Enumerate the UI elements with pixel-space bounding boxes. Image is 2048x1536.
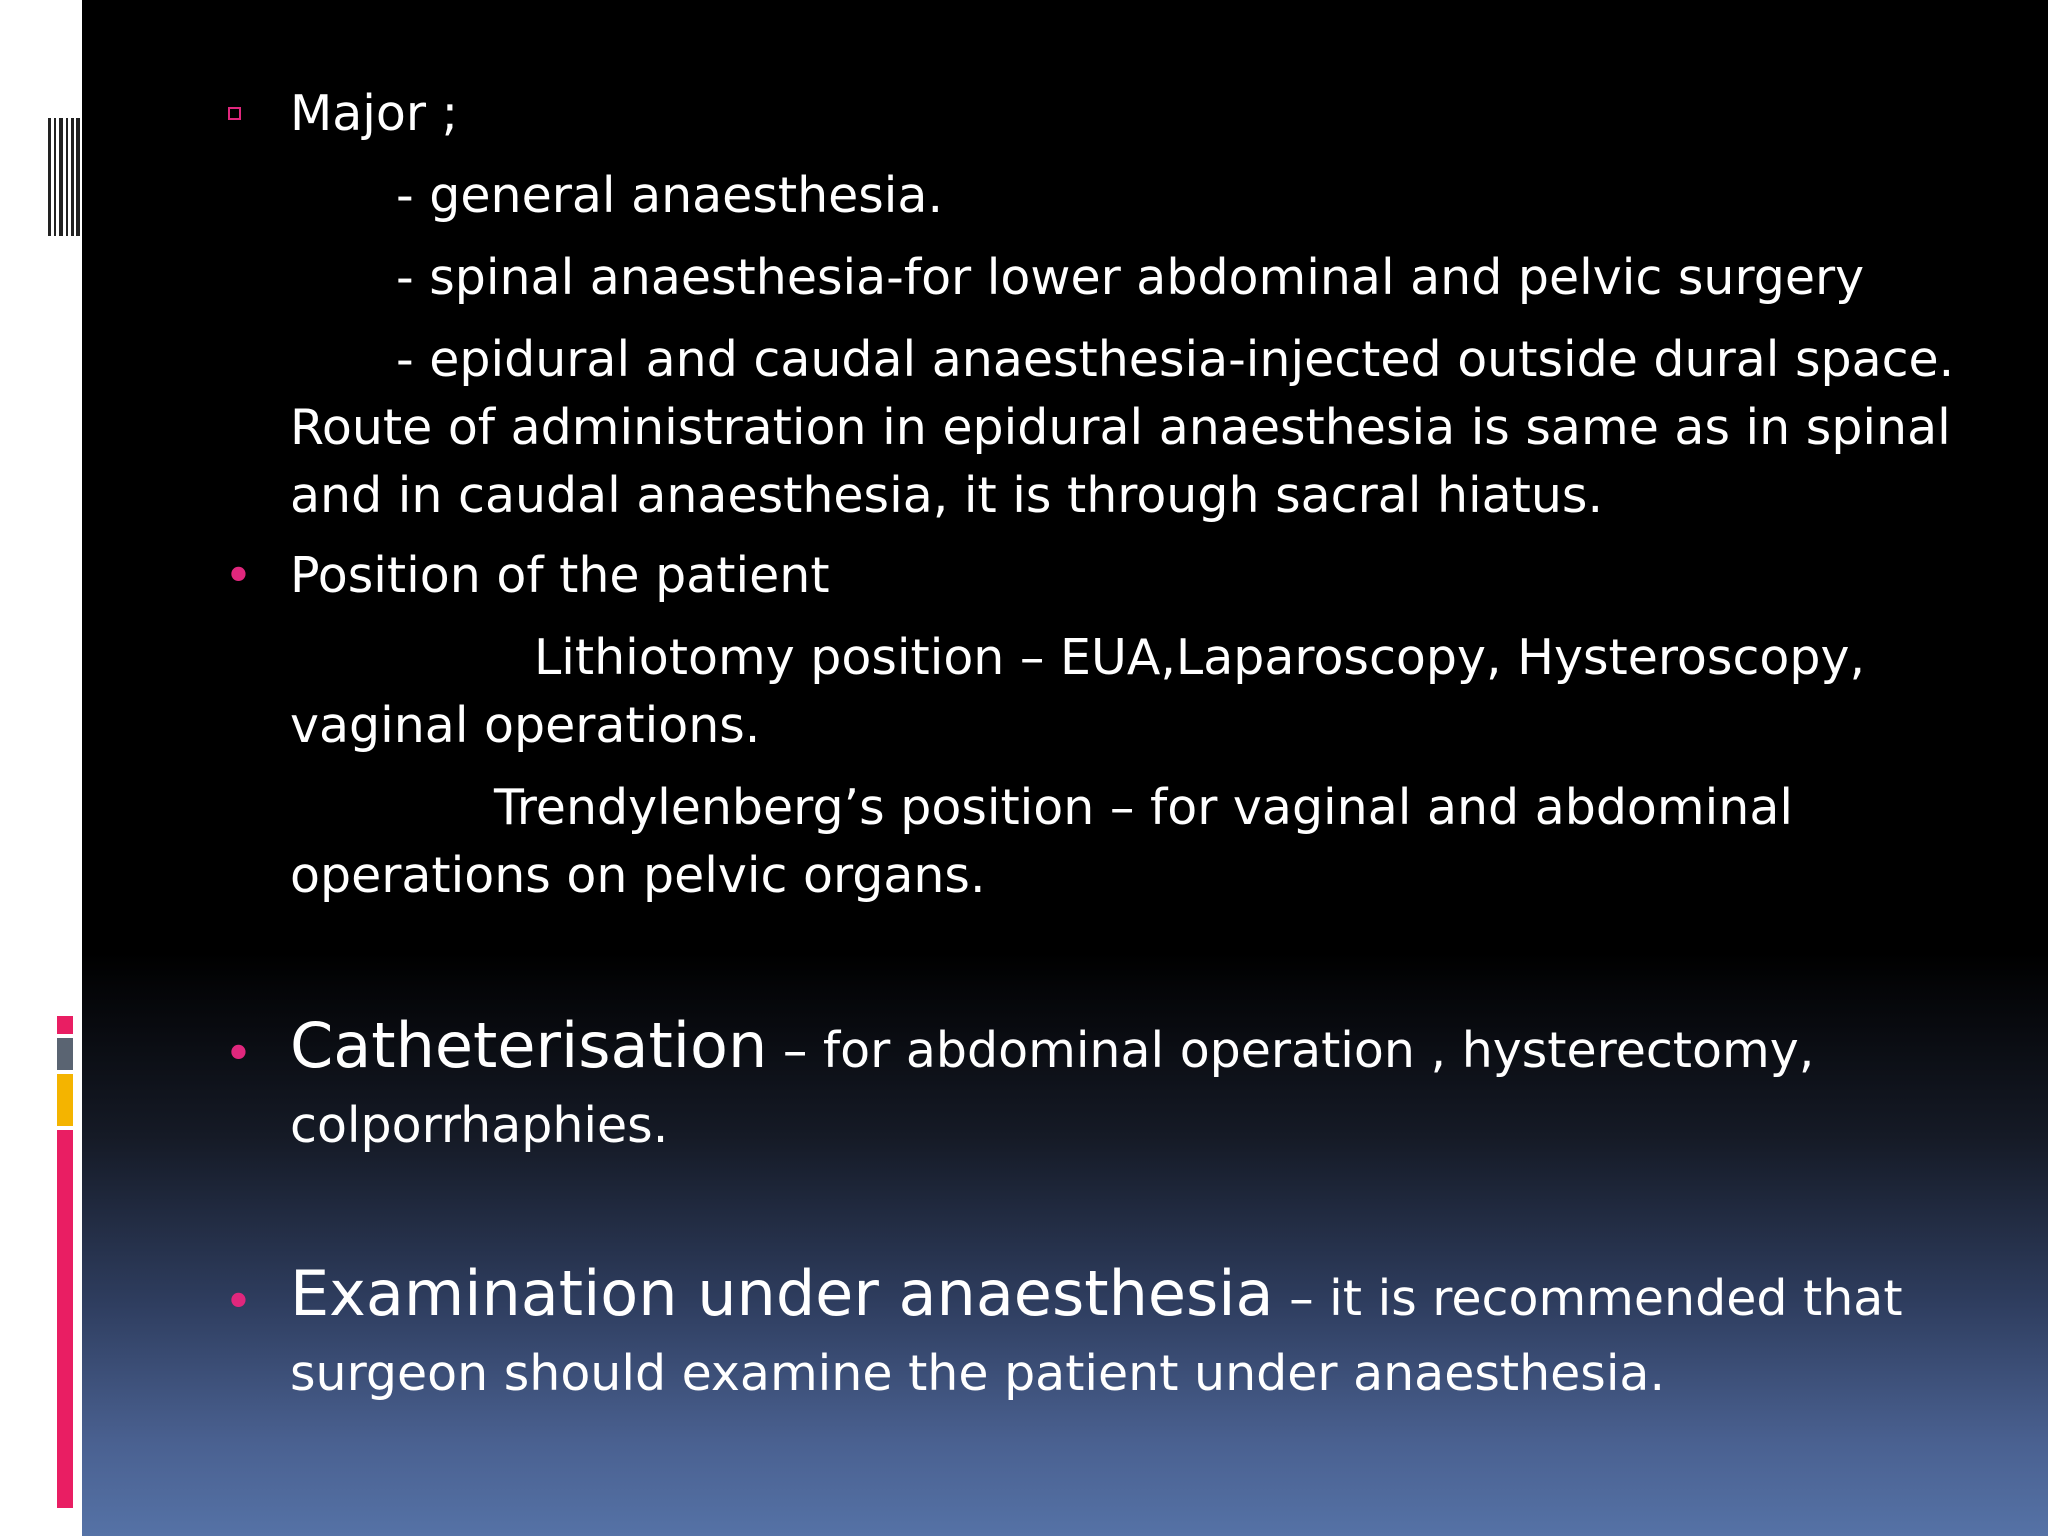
position-trend-line2: operations on pelvic organs. [290, 847, 986, 904]
accent-bar-gray [57, 1038, 73, 1070]
catheterisation-desc: – for abdominal operation , hysterectomy, [767, 1022, 1815, 1079]
catheterisation-line1 [290, 1009, 1815, 1082]
eua-line1 [290, 1257, 1903, 1330]
accent-bar-pink-top [57, 1016, 73, 1034]
catheterisation-term: Catheterisation [290, 1009, 768, 1082]
accent-bar-yellow [57, 1074, 73, 1126]
position-lithotomy-line1: Lithiotomy position – EUA,Laparoscopy, Hysteroscopy, [534, 629, 1866, 686]
major-continuation-2: and in caudal anaesthesia, it is through sacral hiatus. [290, 467, 1604, 524]
dot-bullet-icon: • [224, 1025, 253, 1082]
accent-bar-pink-long [57, 1130, 73, 1508]
eua-line2: surgeon should examine the patient under anaesthesia. [290, 1345, 1666, 1402]
catheterisation-line2: colporrhaphies. [290, 1097, 669, 1154]
left-decoration-strip [0, 0, 82, 1536]
eua-desc: – it is recommended that [1273, 1270, 1903, 1327]
position-lithotomy-line2: vaginal operations. [290, 697, 761, 754]
slide-content [82, 0, 2048, 1536]
major-continuation-1: Route of administration in epidural anaesthesia is same as in spinal [290, 399, 1951, 456]
position-trend-line1: Trendylenberg’s position – for vaginal and abdominal [494, 779, 1793, 836]
major-item-epidural: - epidural and caudal anaesthesia-injected outside dural space. [396, 331, 1955, 388]
eua-term: Examination under anaesthesia [290, 1257, 1274, 1330]
square-bullet-icon [228, 107, 241, 120]
major-item-general: - general anaesthesia. [396, 167, 944, 224]
position-heading: Position of the patient [290, 547, 830, 604]
barcode-decoration [48, 118, 80, 236]
dot-bullet-icon: • [224, 1273, 253, 1330]
major-item-spinal: - spinal anaesthesia-for lower abdominal and pelvic surgery [396, 249, 1865, 306]
major-heading: Major ; [290, 85, 459, 142]
dot-bullet-icon: • [224, 547, 253, 604]
